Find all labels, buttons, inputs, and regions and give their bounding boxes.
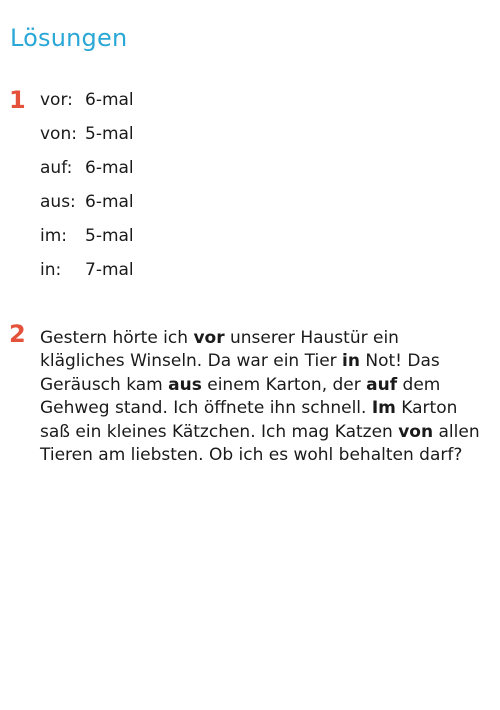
count: 6-mal (85, 90, 134, 110)
answer-row (40, 89, 134, 111)
answer-row (40, 259, 134, 281)
highlighted-preposition: auf (366, 374, 398, 395)
preposition: im: (40, 226, 68, 246)
text-segment: Gestern hörte ich (40, 328, 194, 348)
highlighted-preposition: vor (193, 328, 225, 348)
count: 7-mal (85, 260, 134, 280)
highlighted-preposition: Im (371, 398, 396, 419)
preposition: aus: (40, 192, 76, 212)
exercise-number-2: 2 (9, 320, 26, 348)
page-title: Lösungen (10, 24, 128, 52)
text-segment: unserer Haustür ein klägliches Winseln. Da war ein Tier (40, 328, 399, 372)
preposition: vor: (40, 90, 73, 110)
text-segment: dem Gehweg stand. Ich öffnete ihn schnell. (40, 374, 441, 419)
highlighted-preposition: von (398, 421, 434, 442)
answer-paragraph (40, 327, 480, 467)
count: 5-mal (85, 226, 134, 246)
text-segment: allen Tieren am liebsten. Ob ich es wohl behalten darf? (40, 421, 480, 466)
answer-row (40, 191, 134, 213)
text-segment: Karton saß ein kleines Kätzchen. Ich mag Katzen (40, 398, 458, 442)
preposition: von: (40, 124, 77, 144)
answer-row (40, 123, 134, 145)
count: 6-mal (85, 192, 134, 212)
answer-row (40, 157, 134, 179)
exercise-number-1: 1 (9, 86, 26, 114)
highlighted-preposition: in (342, 351, 360, 372)
preposition: in: (40, 260, 62, 280)
count: 5-mal (85, 124, 134, 144)
answer-row (40, 225, 134, 247)
highlighted-preposition: aus (168, 374, 202, 395)
count: 6-mal (85, 158, 134, 178)
text-segment: einem Karton, der (201, 374, 367, 395)
preposition: auf: (40, 158, 73, 178)
text-segment: Not! Das Geräusch kam (40, 351, 440, 395)
